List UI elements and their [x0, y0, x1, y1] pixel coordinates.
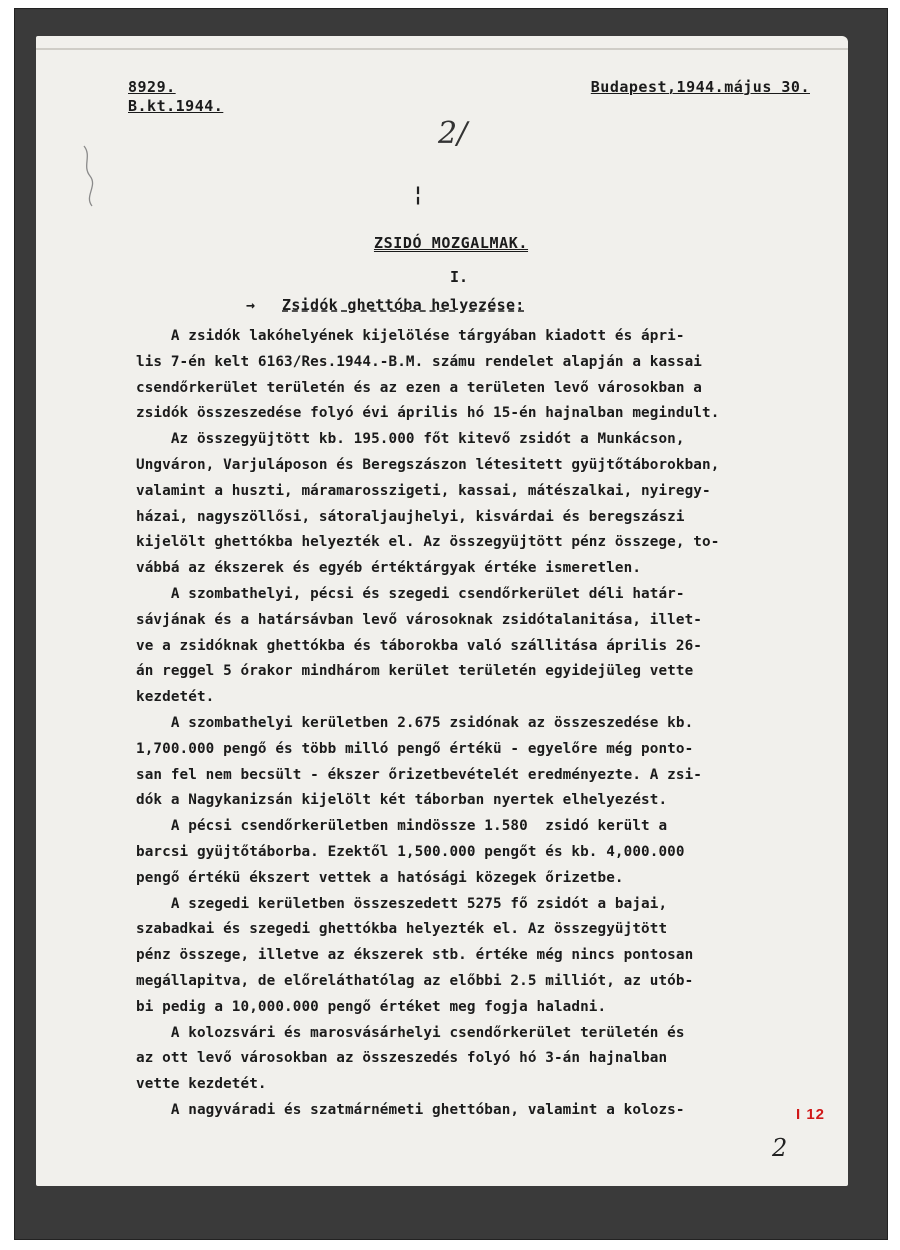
body-line: 1,700.000 pengő és több milló pengő értékü - egyelőre még ponto-	[136, 740, 694, 757]
archive-note: I 12	[796, 1106, 826, 1123]
reference-block	[128, 78, 223, 116]
body-line: valamint a huszti, máramarosszigeti, kassai, mátészalkai, nyiregy-	[136, 482, 711, 499]
body-line: A zsidók lakóhelyének kijelölése tárgyában kiadott és ápri-	[136, 328, 685, 344]
body-line: megállapitva, de előreláthatólag az előbbi 2.5 milliót, az utób-	[136, 972, 694, 989]
body-line: Ungváron, Varjuláposon és Beregszászon létesitett gyüjtőtáborokban,	[136, 456, 720, 473]
body-line: sávjának és a határsávban levő városoknak zsidótalanitása, illet-	[136, 611, 702, 628]
typewriter-mark: ¦	[412, 182, 425, 206]
body-line: ve a zsidóknak ghettókba és táborokba való szállitása április 26-	[136, 637, 702, 654]
body-line: A pécsi csendőrkerületben mindössze 1.580 zsidó került a	[136, 818, 668, 835]
body-line: án reggel 5 órakor mindhárom kerület területén egyidejüleg vette	[136, 663, 694, 680]
body-line: lis 7-én kelt 6163/Res.1944.-B.M. számu rendelet alapján a kassai	[136, 353, 702, 370]
body-line: vette kezdetét.	[136, 1076, 267, 1093]
body-line: kijelölt ghettókba helyezték el. Az összegyüjtött pénz összege, to-	[136, 534, 720, 551]
body-line: A nagyváradi és szatmárnémeti ghettóban, valamint a kolozs-	[136, 1101, 685, 1118]
arrow-mark: →	[246, 296, 256, 314]
body-line: dók a Nagykanizsán kijelölt két táborban nyertek elhelyezést.	[136, 792, 668, 809]
body-line: barcsi gyüjtőtáborba. Ezektől 1,500.000 pengőt és kb. 4,000.000	[136, 843, 685, 860]
margin-pencil-mark	[78, 136, 118, 226]
body-line: A szegedi kerületben összeszedett 5275 fő zsidót a bajai,	[136, 895, 668, 912]
document-heading: ZSIDÓ MOZGALMAK.	[373, 234, 529, 252]
body-line: A kolozsvári és marosvásárhelyi csendőrkerület területén és	[136, 1024, 685, 1041]
page-number: 2	[772, 1134, 788, 1162]
body-line: pengő értékü ékszert vettek a hatósági közegek őrizetbe.	[136, 869, 624, 886]
scan-frame	[14, 8, 888, 1240]
body-text	[136, 324, 848, 1124]
body-line: pénz összege, illetve az ékszerek stb. értéke még nincs pontosan	[136, 947, 694, 964]
body-line: A szombathelyi, pécsi és szegedi csendőrkerület déli határ-	[136, 585, 685, 602]
page-fold	[36, 48, 848, 50]
reference-number: 8929.	[128, 78, 176, 96]
body-line: san fel nem becsült - ékszer őrizetbevételét eredményezte. A zsi-	[136, 766, 702, 783]
body-line: vábbá az ékszerek és egyéb értéktárgyak értéke ismeretlen.	[136, 560, 642, 577]
body-line: zsidók összeszedése folyó évi április hó 15-én hajnalban megindult.	[136, 405, 720, 422]
reference-code: B.kt.1944.	[128, 97, 224, 115]
body-line: házai, nagyszöllősi, sátoraljaujhelyi, kisvárdai és beregszászi	[136, 508, 685, 525]
body-line: kezdetét.	[136, 689, 215, 706]
body-line: Az összegyüjtött kb. 195.000 főt kitevő zsidót a Munkácson,	[136, 431, 685, 448]
body-line: az ott levő városokban az összeszedés folyó hó 3-án hajnalban	[136, 1050, 668, 1067]
document-page	[36, 36, 848, 1186]
body-line: szabadkai és szegedi ghettókba helyezték el. Az összegyüjtött	[136, 921, 668, 938]
body-line: csendőrkerület területén és az ezen a területen levő városokban a	[136, 379, 702, 396]
body-line: A szombathelyi kerületben 2.675 zsidónak az összeszedése kb.	[136, 714, 694, 731]
body-line: bi pedig a 10,000.000 pengő értéket meg fogja haladni.	[136, 998, 607, 1015]
document-date: Budapest,1944.május 30.	[590, 78, 810, 96]
handwritten-mark: 2/	[438, 116, 468, 151]
section-subheading: Zsidók ghettóba helyezése:	[282, 296, 525, 314]
section-number: I.	[449, 268, 469, 286]
